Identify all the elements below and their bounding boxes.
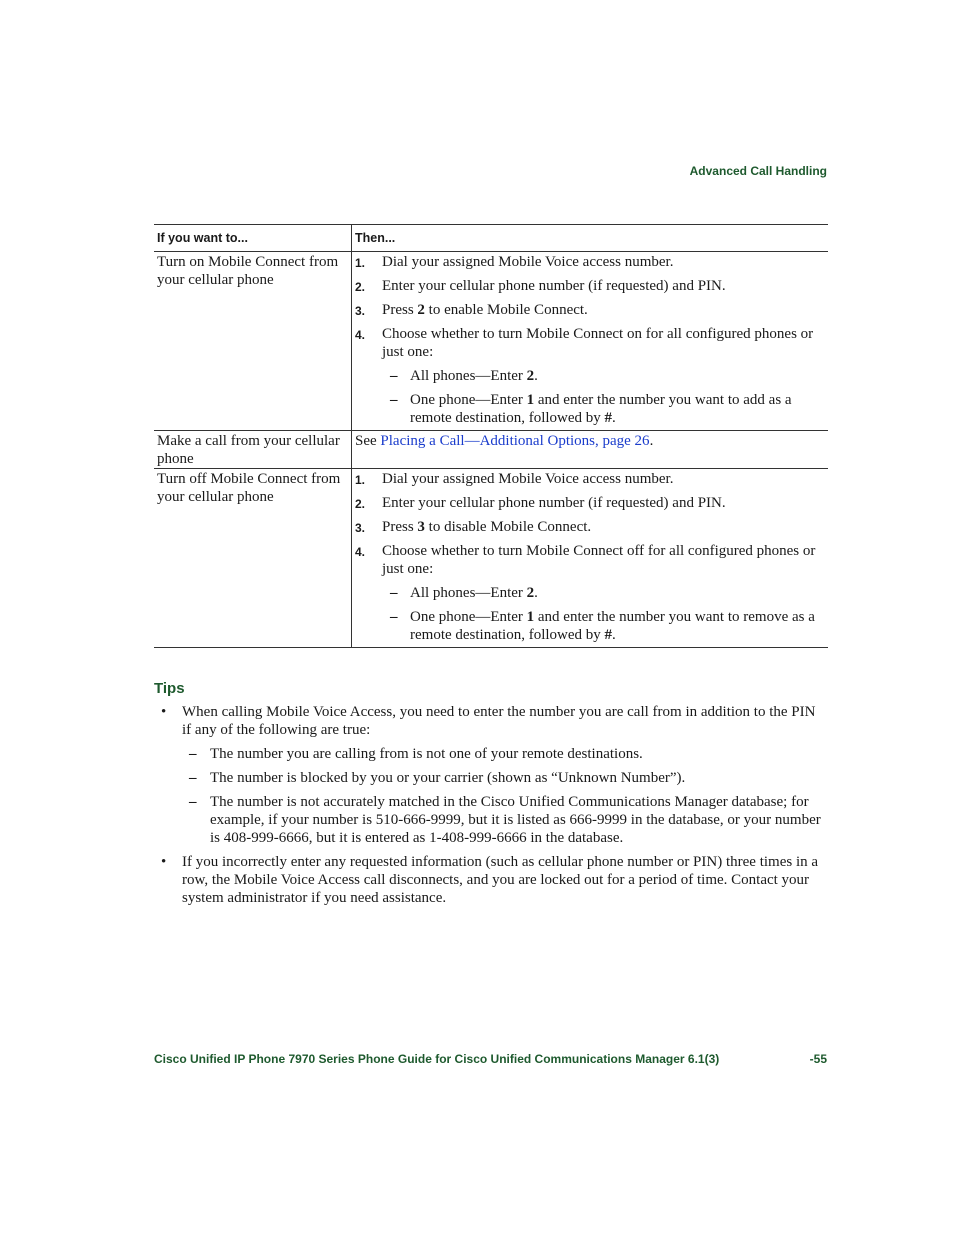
footer-guide-title: Cisco Unified IP Phone 7970 Series Phone Guide for Cisco Unified Communications Manager 6.1(3)	[154, 1052, 720, 1066]
sub-text: All phones—Enter	[410, 585, 527, 601]
step-text: Enter your cellular phone number (if requested) and PIN.	[382, 495, 726, 511]
column-header-task: If you want to...	[154, 225, 352, 252]
running-head: Advanced Call Handling	[689, 164, 827, 178]
step-number: 4.	[355, 328, 366, 342]
tips-heading: Tips	[154, 680, 185, 697]
table-row	[154, 431, 828, 469]
dash-marker: –	[189, 770, 197, 786]
sub-text: and enter the number you want to add as a remote destination, followed by	[410, 392, 792, 426]
step-text: to disable Mobile Connect.	[424, 519, 592, 535]
key-label: 2	[417, 302, 425, 318]
steps-cell	[352, 252, 829, 431]
tip-item	[154, 703, 828, 739]
key-label: 3	[417, 519, 425, 535]
sub-option	[355, 391, 825, 427]
sub-text: All phones—Enter	[410, 368, 527, 384]
sub-text: One phone—Enter	[410, 392, 527, 408]
key-label: 1	[526, 392, 535, 408]
tip-item	[154, 853, 828, 907]
task-cell: Turn off Mobile Connect from your cellular phone	[154, 469, 352, 648]
tip-sub-item	[154, 745, 828, 763]
dash-marker: –	[390, 392, 398, 408]
step-item	[355, 542, 825, 578]
sub-text: .	[534, 368, 538, 384]
step-text: Choose whether to turn Mobile Connect on for all configured phones or just one:	[382, 326, 814, 360]
key-label: 2	[526, 585, 535, 601]
steps-cell	[352, 469, 829, 648]
key-label: #	[604, 627, 613, 643]
dash-marker: –	[390, 368, 398, 384]
table-header-row	[154, 225, 828, 252]
page-number: -55	[809, 1052, 827, 1066]
dash-marker: –	[390, 609, 398, 625]
sub-text: .	[534, 585, 538, 601]
step-text: Dial your assigned Mobile Voice access number.	[382, 254, 674, 270]
step-item	[355, 253, 825, 271]
step-number: 3.	[355, 304, 366, 318]
step-item	[355, 470, 825, 488]
task-cell: Make a call from your cellular phone	[154, 431, 352, 469]
key-label: 2	[526, 368, 535, 384]
step-text: Press	[382, 519, 418, 535]
step-text: Dial your assigned Mobile Voice access number.	[382, 471, 674, 487]
see-reference-cell	[352, 431, 829, 469]
sub-option	[355, 608, 825, 644]
placing-a-call-link[interactable]: Placing a Call—Additional Options, page 26	[380, 433, 650, 449]
table-row	[154, 469, 828, 648]
step-number: 1.	[355, 256, 366, 270]
key-label: 1	[526, 609, 535, 625]
sub-text: .	[612, 627, 616, 643]
step-item	[355, 325, 825, 361]
key-label: #	[604, 410, 613, 426]
step-number: 4.	[355, 545, 366, 559]
step-text: Press	[382, 302, 418, 318]
bullet-marker: •	[161, 854, 167, 870]
sub-option	[355, 584, 825, 602]
step-text: to enable Mobile Connect.	[424, 302, 588, 318]
step-number: 1.	[355, 473, 366, 487]
tip-sub-item	[154, 793, 828, 847]
column-header-then: Then...	[352, 225, 829, 252]
sub-text: .	[612, 410, 616, 426]
tip-sub-item	[154, 769, 828, 787]
task-cell: Turn on Mobile Connect from your cellular phone	[154, 252, 352, 431]
step-item	[355, 518, 825, 536]
tip-text: When calling Mobile Voice Access, you need to enter the number you are call from in addition to the PIN if any of the following are true:	[182, 704, 816, 738]
step-number: 2.	[355, 280, 366, 294]
step-item	[355, 494, 825, 512]
tip-text: If you incorrectly enter any requested information (such as cellular phone number or PIN) three times in a row, the Mobile Voice Access call disconnects, and you are locked out for a period of time. Contact your system administrator if you need assistance.	[182, 854, 819, 906]
dash-marker: –	[189, 746, 197, 762]
dash-marker: –	[189, 794, 197, 810]
tips-list	[154, 703, 828, 913]
step-text: Choose whether to turn Mobile Connect off for all configured phones or just one:	[382, 543, 816, 577]
table-row	[154, 252, 828, 431]
sub-text: and enter the number you want to remove as a remote destination, followed by	[410, 609, 815, 643]
tip-sub-text: The number is not accurately matched in the Cisco Unified Communications Manager database; for example, if your number is 510-666-9999, but it is listed as 666-9999 in the database, or your number is 408-999-6666, but it is entered as 1-408-999-6666 in the database.	[210, 794, 821, 846]
bullet-marker: •	[161, 704, 167, 720]
tip-sub-text: The number is blocked by you or your carrier (shown as “Unknown Number”).	[210, 770, 686, 786]
step-item	[355, 277, 825, 295]
see-prefix: See	[355, 433, 381, 449]
sub-option	[355, 367, 825, 385]
dash-marker: –	[390, 585, 398, 601]
sub-text: One phone—Enter	[410, 609, 527, 625]
step-text: Enter your cellular phone number (if requested) and PIN.	[382, 278, 726, 294]
procedure-table	[154, 224, 828, 648]
see-suffix: .	[649, 433, 654, 449]
step-item	[355, 301, 825, 319]
step-number: 2.	[355, 497, 366, 511]
tip-sub-text: The number you are calling from is not one of your remote destinations.	[210, 746, 643, 762]
step-number: 3.	[355, 521, 366, 535]
